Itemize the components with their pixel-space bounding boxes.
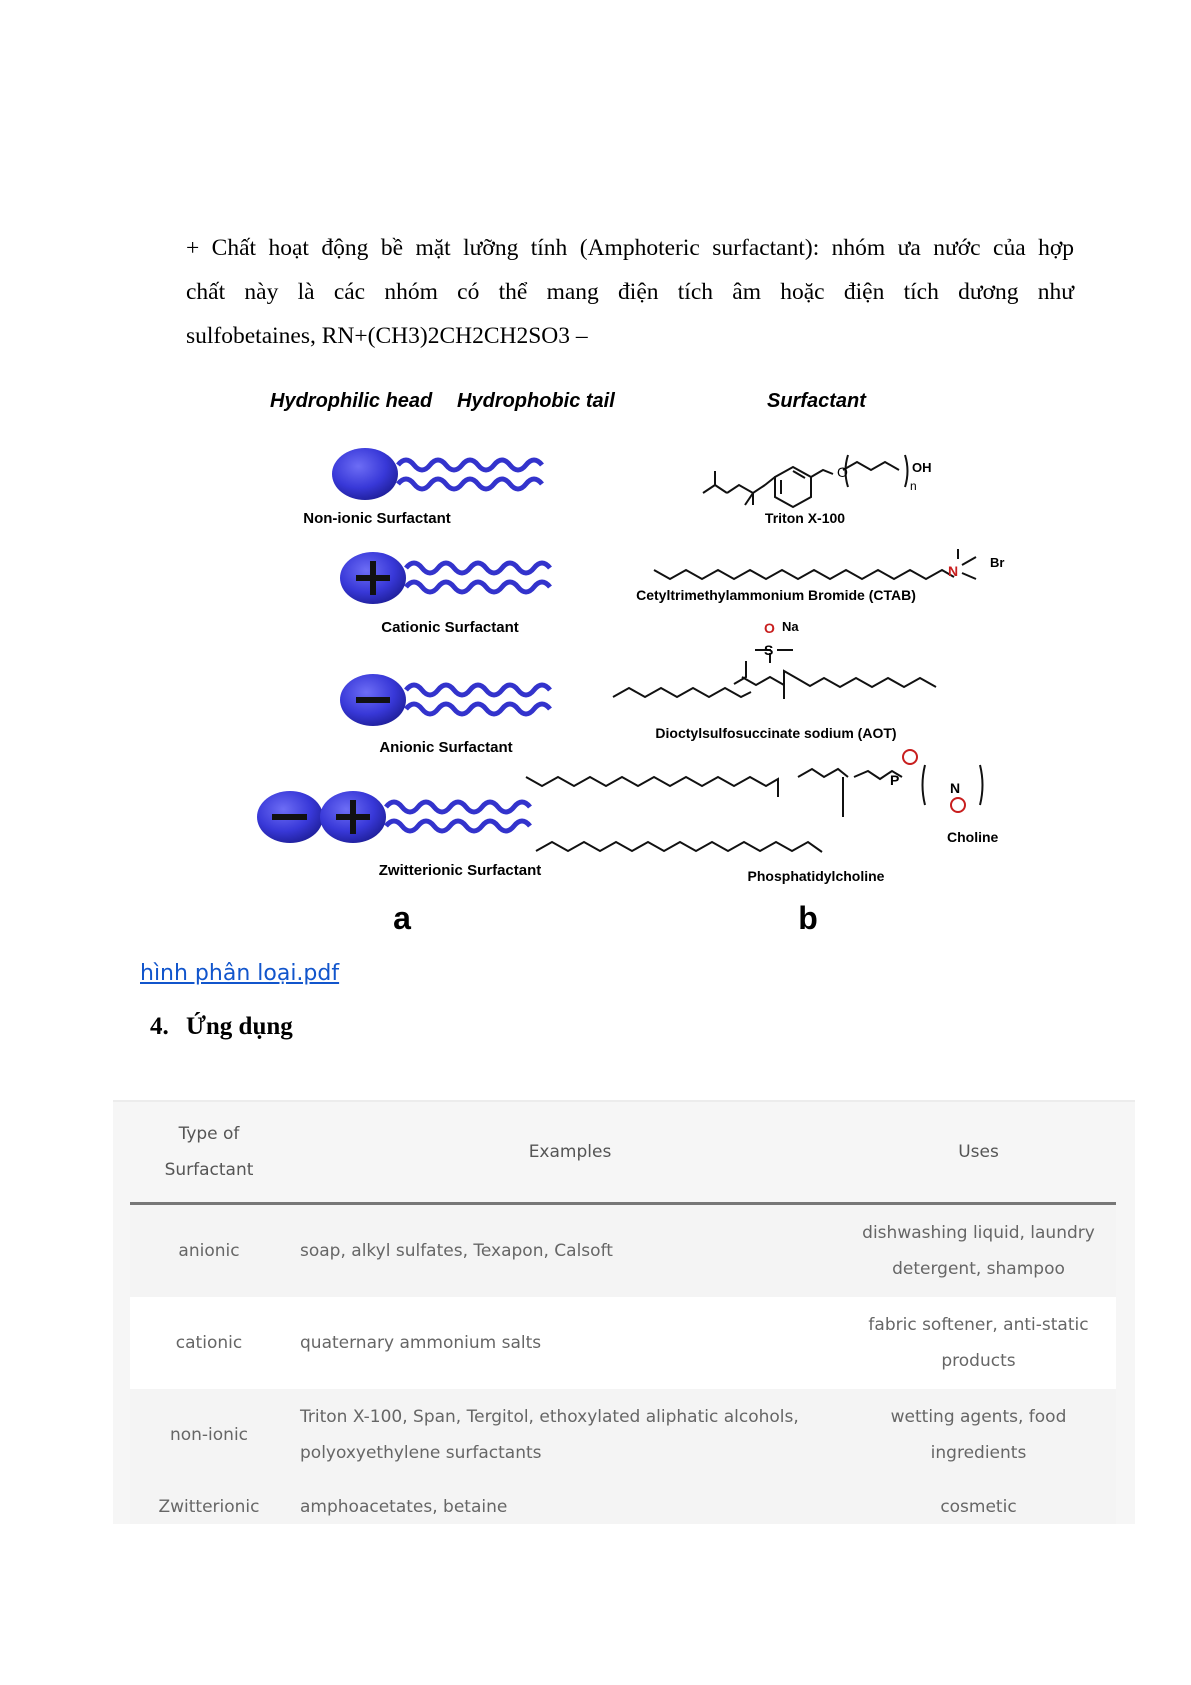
label-anionic: Anionic Surfactant: [379, 739, 513, 756]
table-row: [130, 1297, 1116, 1389]
atom-oh-triton: OH: [912, 460, 932, 475]
atom-n-sub-triton: n: [910, 479, 917, 493]
cell-examples: quaternary ammonium salts: [288, 1297, 841, 1389]
header-type: Type of Surfactant: [130, 1102, 288, 1204]
atom-o-aot: O: [764, 620, 775, 636]
table-row: [130, 1204, 1116, 1298]
atom-n-ctab: N: [948, 563, 959, 579]
section-title: Ứng dụng: [186, 1013, 293, 1040]
cell-examples: soap, alkyl sulfates, Texapon, Calsoft: [288, 1204, 841, 1298]
header-hydrophobic-tail: Hydrophobic tail: [457, 390, 615, 412]
hydrophilic-head-ball: [332, 448, 398, 500]
label-choline: Choline: [947, 829, 999, 845]
label-aot: Dioctylsulfosuccinate sodium (AOT): [655, 725, 897, 741]
atom-n-pc: N: [950, 780, 961, 796]
section-heading: [150, 1013, 293, 1041]
label-phosphatidylcholine: Phosphatidylcholine: [747, 868, 885, 884]
atom-br-ctab: Br: [990, 555, 1005, 570]
triton-structure: [703, 455, 908, 507]
nonionic-surfactant-diagram: [332, 448, 542, 500]
label-ctab: Cetyltrimethylammonium Bromide (CTAB): [636, 587, 916, 603]
paragraph-line-1: + Chất hoạt động bề mặt lưỡng tính (Amphoteric surfactant): nhóm ưa nước của hợp: [186, 235, 1074, 261]
atom-o-triton: O: [837, 464, 848, 480]
panel-label-a: a: [393, 900, 411, 936]
positive-charge-icon: [951, 798, 965, 812]
label-cationic: Cationic Surfactant: [381, 619, 519, 636]
table-row: [130, 1389, 1116, 1481]
negative-charge-icon: [903, 750, 917, 764]
cell-uses: wetting agents, food ingredients: [841, 1389, 1116, 1481]
header-examples: Examples: [288, 1102, 841, 1204]
section-number: 4.: [150, 1013, 169, 1040]
cell-type: anionic: [130, 1204, 288, 1298]
label-nonionic: Non-ionic Surfactant: [303, 510, 451, 527]
cell-uses: dishwashing liquid, laundry detergent, shampoo: [841, 1204, 1116, 1298]
surfactant-uses-table: [130, 1102, 1116, 1524]
cell-examples: Triton X-100, Span, Tergitol, ethoxylated aliphatic alcohols, polyoxyethylene surfactants: [288, 1389, 841, 1481]
cell-examples: amphoacetates, betaine: [288, 1481, 841, 1524]
cell-uses: cosmetic: [841, 1481, 1116, 1524]
atom-na-aot: Na: [782, 619, 799, 634]
phosphatidylcholine-structure: [526, 769, 902, 852]
table-row: [130, 1481, 1116, 1524]
amphoteric-paragraph: [186, 226, 1074, 358]
cell-type: cationic: [130, 1297, 288, 1389]
paragraph-line-3: sulfobetaines, RN+(CH3)2CH2CH2SO3 –: [186, 323, 588, 349]
paragraph-line-2: chất này là các nhóm có thể mang điện tích âm hoặc điện tích dương như: [186, 279, 1074, 305]
table-header-row: [130, 1102, 1116, 1204]
panel-label-b: b: [798, 900, 818, 936]
atom-p-pc: P: [890, 772, 900, 788]
atom-s-aot: S: [764, 642, 774, 658]
cell-uses: fabric softener, anti-static products: [841, 1297, 1116, 1389]
aot-structure: [613, 661, 936, 699]
anionic-surfactant-diagram: [340, 674, 550, 726]
pdf-file-link[interactable]: hình phân loại.pdf: [140, 961, 340, 986]
header-hydrophilic-head: Hydrophilic head: [270, 390, 433, 412]
label-zwitterionic: Zwitterionic Surfactant: [378, 862, 542, 879]
header-surfactant: Surfactant: [767, 390, 866, 412]
cell-type: non-ionic: [130, 1389, 288, 1481]
zwitterionic-surfactant-diagram: [257, 791, 530, 843]
surfactant-figure: [250, 385, 1070, 945]
ctab-chain: [654, 570, 954, 579]
cationic-surfactant-diagram: [340, 552, 550, 604]
cell-type: Zwitterionic: [130, 1481, 288, 1524]
header-uses: Uses: [841, 1102, 1116, 1204]
surfactant-table-container: [113, 1100, 1135, 1524]
label-triton: Triton X-100: [764, 510, 846, 526]
